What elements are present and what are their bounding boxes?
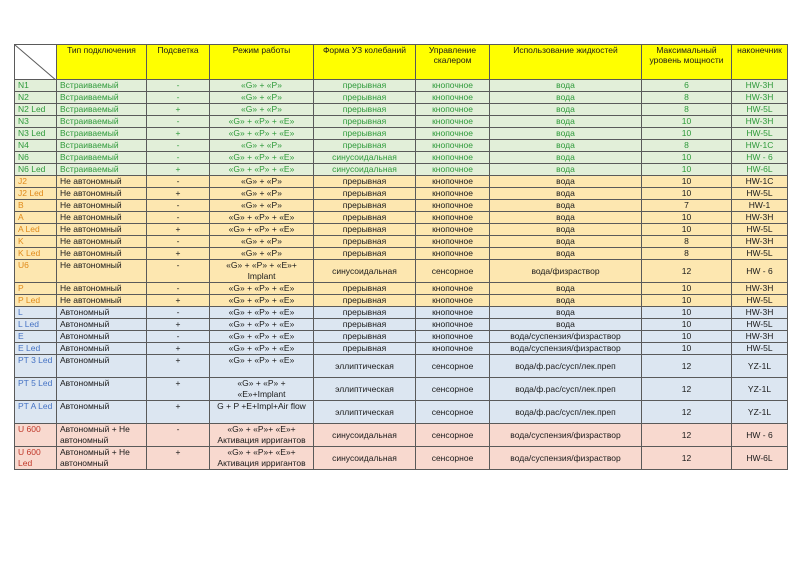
header-liquids: Использование жидкостей — [490, 45, 642, 80]
cell-model-name: J2 Led — [15, 188, 57, 200]
cell-max-power: 12 — [642, 355, 732, 378]
cell-backlight: - — [147, 140, 210, 152]
cell-model-name: N4 — [15, 140, 57, 152]
cell-connection-type: Встраиваемый — [57, 104, 147, 116]
cell-backlight: - — [147, 176, 210, 188]
cell-max-power: 12 — [642, 447, 732, 470]
cell-scaler-control: кнопочное — [416, 164, 490, 176]
cell-tip: HW-5L — [732, 248, 788, 260]
cell-max-power: 8 — [642, 104, 732, 116]
cell-backlight: + — [147, 295, 210, 307]
cell-mode: «G» + «P» — [210, 140, 314, 152]
cell-tip: HW-1C — [732, 176, 788, 188]
cell-max-power: 10 — [642, 116, 732, 128]
cell-tip: HW-3H — [732, 92, 788, 104]
cell-mode: «G» + «P» + «E» — [210, 343, 314, 355]
cell-connection-type: Встраиваемый — [57, 140, 147, 152]
cell-connection-type: Встраиваемый — [57, 128, 147, 140]
cell-scaler-control: кнопочное — [416, 319, 490, 331]
cell-liquids: вода — [490, 164, 642, 176]
cell-connection-type: Не автономный — [57, 176, 147, 188]
cell-mode: «G» + «P» — [210, 200, 314, 212]
cell-backlight: - — [147, 152, 210, 164]
cell-wave-shape: прерывная — [314, 343, 416, 355]
table-row — [15, 188, 788, 200]
cell-mode: «G» + «P» + «E» — [210, 307, 314, 319]
cell-liquids: вода — [490, 295, 642, 307]
table-row — [15, 355, 788, 378]
cell-connection-type: Не автономный — [57, 212, 147, 224]
cell-backlight: + — [147, 378, 210, 401]
cell-connection-type: Не автономный — [57, 236, 147, 248]
table-row — [15, 295, 788, 307]
table-row — [15, 307, 788, 319]
cell-tip: HW-6L — [732, 447, 788, 470]
cell-model-name: N3 — [15, 116, 57, 128]
header-mode: Режим работы — [210, 45, 314, 80]
cell-mode: «G» + «P» + «E» — [210, 283, 314, 295]
cell-mode: «G» + «P» + «E» — [210, 212, 314, 224]
cell-mode: «G» + «P» + «E» — [210, 116, 314, 128]
cell-tip: HW-5L — [732, 128, 788, 140]
cell-connection-type: Не автономный — [57, 295, 147, 307]
cell-backlight: + — [147, 188, 210, 200]
cell-liquids: вода — [490, 248, 642, 260]
cell-wave-shape: синусоидальная — [314, 260, 416, 283]
cell-wave-shape: прерывная — [314, 307, 416, 319]
cell-max-power: 12 — [642, 378, 732, 401]
cell-mode: «G» + «P» + «E» — [210, 295, 314, 307]
cell-wave-shape: прерывная — [314, 140, 416, 152]
cell-liquids: вода/суспензия/физраствор — [490, 343, 642, 355]
table-row — [15, 401, 788, 424]
table-row — [15, 319, 788, 331]
cell-mode: «G» + «P» — [210, 104, 314, 116]
cell-tip: HW-5L — [732, 224, 788, 236]
table-row — [15, 200, 788, 212]
table-row — [15, 164, 788, 176]
cell-tip: HW-3H — [732, 283, 788, 295]
cell-backlight: + — [147, 343, 210, 355]
cell-tip: HW-3H — [732, 116, 788, 128]
cell-connection-type: Автономный — [57, 378, 147, 401]
cell-liquids: вода — [490, 128, 642, 140]
cell-scaler-control: сенсорное — [416, 378, 490, 401]
cell-model-name: A — [15, 212, 57, 224]
cell-liquids: вода — [490, 176, 642, 188]
cell-scaler-control: сенсорное — [416, 447, 490, 470]
cell-model-name: K Led — [15, 248, 57, 260]
cell-scaler-control: кнопочное — [416, 128, 490, 140]
cell-max-power: 10 — [642, 152, 732, 164]
cell-backlight: + — [147, 248, 210, 260]
cell-model-name: U6 — [15, 260, 57, 283]
cell-connection-type: Встраиваемый — [57, 80, 147, 92]
cell-backlight: + — [147, 319, 210, 331]
table-row — [15, 447, 788, 470]
cell-scaler-control: кнопочное — [416, 343, 490, 355]
cell-tip: HW-3H — [732, 80, 788, 92]
cell-max-power: 8 — [642, 92, 732, 104]
cell-scaler-control: сенсорное — [416, 355, 490, 378]
header-backlight: Подсветка — [147, 45, 210, 80]
cell-liquids: вода — [490, 224, 642, 236]
cell-tip: HW-5L — [732, 188, 788, 200]
cell-max-power: 12 — [642, 260, 732, 283]
cell-max-power: 10 — [642, 307, 732, 319]
cell-model-name: U 600 — [15, 424, 57, 447]
cell-max-power: 10 — [642, 164, 732, 176]
cell-wave-shape: синусоидальная — [314, 424, 416, 447]
cell-liquids: вода — [490, 152, 642, 164]
cell-connection-type: Автономный + Не автономный — [57, 447, 147, 470]
cell-liquids: вода — [490, 80, 642, 92]
cell-wave-shape: прерывная — [314, 248, 416, 260]
cell-tip: HW-3H — [732, 331, 788, 343]
cell-wave-shape: прерывная — [314, 128, 416, 140]
cell-connection-type: Не автономный — [57, 260, 147, 283]
cell-connection-type: Встраиваемый — [57, 92, 147, 104]
cell-wave-shape: прерывная — [314, 188, 416, 200]
cell-backlight: - — [147, 236, 210, 248]
cell-max-power: 10 — [642, 331, 732, 343]
cell-backlight: - — [147, 307, 210, 319]
cell-connection-type: Автономный — [57, 401, 147, 424]
cell-mode: «G» + «P» + «E»+ Implant — [210, 260, 314, 283]
cell-connection-type: Автономный — [57, 331, 147, 343]
cell-scaler-control: кнопочное — [416, 224, 490, 236]
cell-connection-type: Встраиваемый — [57, 164, 147, 176]
header-max-power: Максимальный уровень мощности — [642, 45, 732, 80]
cell-max-power: 8 — [642, 236, 732, 248]
cell-wave-shape: прерывная — [314, 104, 416, 116]
cell-wave-shape: эллиптическая — [314, 378, 416, 401]
table-row — [15, 128, 788, 140]
cell-tip: HW-3H — [732, 307, 788, 319]
cell-tip: HW-6L — [732, 164, 788, 176]
cell-mode: «G» + «P» — [210, 188, 314, 200]
cell-tip: YZ-1L — [732, 355, 788, 378]
cell-max-power: 10 — [642, 319, 732, 331]
cell-tip: HW-3H — [732, 236, 788, 248]
table-row — [15, 92, 788, 104]
cell-wave-shape: прерывная — [314, 331, 416, 343]
cell-liquids: вода — [490, 283, 642, 295]
table-row — [15, 283, 788, 295]
cell-model-name: N6 — [15, 152, 57, 164]
cell-mode: «G» + «P» + «E» — [210, 319, 314, 331]
cell-model-name: P Led — [15, 295, 57, 307]
cell-scaler-control: кнопочное — [416, 248, 490, 260]
corner-cell — [15, 45, 57, 80]
table-row — [15, 152, 788, 164]
table-row — [15, 104, 788, 116]
table-row — [15, 331, 788, 343]
table-row — [15, 260, 788, 283]
cell-mode: G + P +E+Impl+Air flow — [210, 401, 314, 424]
cell-connection-type: Не автономный — [57, 224, 147, 236]
cell-liquids: вода — [490, 104, 642, 116]
cell-wave-shape: прерывная — [314, 236, 416, 248]
table-row — [15, 248, 788, 260]
cell-liquids: вода — [490, 116, 642, 128]
header-connection-type: Тип подключения — [57, 45, 147, 80]
cell-max-power: 12 — [642, 401, 732, 424]
cell-tip: HW-1 — [732, 200, 788, 212]
cell-scaler-control: кнопочное — [416, 331, 490, 343]
table-row — [15, 224, 788, 236]
cell-tip: HW-5L — [732, 295, 788, 307]
cell-max-power: 10 — [642, 212, 732, 224]
cell-liquids: вода/суспензия/физраствор — [490, 331, 642, 343]
table-row — [15, 80, 788, 92]
cell-max-power: 10 — [642, 128, 732, 140]
cell-liquids: вода — [490, 200, 642, 212]
cell-scaler-control: кнопочное — [416, 236, 490, 248]
cell-mode: «G» + «P» + «E» — [210, 331, 314, 343]
header-row — [15, 45, 788, 80]
cell-model-name: K — [15, 236, 57, 248]
cell-tip: HW-3H — [732, 212, 788, 224]
cell-max-power: 10 — [642, 188, 732, 200]
cell-model-name: PT A Led — [15, 401, 57, 424]
cell-scaler-control: кнопочное — [416, 307, 490, 319]
cell-mode: «G» + «P» — [210, 92, 314, 104]
cell-backlight: - — [147, 283, 210, 295]
cell-max-power: 10 — [642, 224, 732, 236]
table-row — [15, 236, 788, 248]
cell-scaler-control: кнопочное — [416, 92, 490, 104]
cell-backlight: + — [147, 447, 210, 470]
cell-scaler-control: кнопочное — [416, 188, 490, 200]
cell-liquids: вода/физраствор — [490, 260, 642, 283]
cell-tip: YZ-1L — [732, 378, 788, 401]
cell-liquids: вода — [490, 307, 642, 319]
cell-wave-shape: эллиптическая — [314, 355, 416, 378]
cell-model-name: N3 Led — [15, 128, 57, 140]
cell-mode: «G» + «P» + «E» — [210, 152, 314, 164]
cell-mode: «G» + «P» + «E» — [210, 355, 314, 378]
cell-mode: «G» + «P» + «E» — [210, 128, 314, 140]
cell-mode: «G» + «P» + «E» — [210, 224, 314, 236]
cell-backlight: - — [147, 200, 210, 212]
cell-mode: «G» + «P» — [210, 80, 314, 92]
cell-liquids: вода — [490, 212, 642, 224]
cell-wave-shape: синусоидальная — [314, 164, 416, 176]
cell-liquids: вода — [490, 92, 642, 104]
cell-model-name: E — [15, 331, 57, 343]
cell-model-name: U 600 Led — [15, 447, 57, 470]
header-scaler-control: Управление скалером — [416, 45, 490, 80]
cell-scaler-control: сенсорное — [416, 401, 490, 424]
cell-wave-shape: прерывная — [314, 212, 416, 224]
cell-wave-shape: прерывная — [314, 92, 416, 104]
cell-wave-shape: прерывная — [314, 295, 416, 307]
cell-max-power: 10 — [642, 343, 732, 355]
cell-connection-type: Не автономный — [57, 200, 147, 212]
cell-connection-type: Не автономный — [57, 188, 147, 200]
cell-scaler-control: кнопочное — [416, 295, 490, 307]
cell-scaler-control: кнопочное — [416, 283, 490, 295]
cell-mode: «G» + «P» — [210, 248, 314, 260]
cell-max-power: 6 — [642, 80, 732, 92]
cell-liquids: вода — [490, 140, 642, 152]
cell-max-power: 8 — [642, 140, 732, 152]
cell-tip: HW-1C — [732, 140, 788, 152]
cell-mode: «G» + «P»+ «E»+ Активация ирригантов — [210, 447, 314, 470]
cell-liquids: вода/ф.рас/сусп/лек.преп — [490, 401, 642, 424]
cell-backlight: - — [147, 80, 210, 92]
cell-backlight: - — [147, 331, 210, 343]
cell-backlight: + — [147, 128, 210, 140]
cell-max-power: 10 — [642, 283, 732, 295]
cell-model-name: N2 — [15, 92, 57, 104]
cell-scaler-control: кнопочное — [416, 176, 490, 188]
table-row — [15, 343, 788, 355]
cell-scaler-control: кнопочное — [416, 140, 490, 152]
cell-backlight: + — [147, 104, 210, 116]
table-row — [15, 140, 788, 152]
cell-scaler-control: сенсорное — [416, 424, 490, 447]
cell-connection-type: Автономный + Не автономный — [57, 424, 147, 447]
cell-tip: YZ-1L — [732, 401, 788, 424]
cell-liquids: вода — [490, 319, 642, 331]
cell-scaler-control: кнопочное — [416, 80, 490, 92]
cell-wave-shape: синусоидальная — [314, 447, 416, 470]
cell-connection-type: Встраиваемый — [57, 116, 147, 128]
cell-liquids: вода/ф.рас/сусп/лек.преп — [490, 378, 642, 401]
table-row — [15, 424, 788, 447]
cell-scaler-control: кнопочное — [416, 104, 490, 116]
cell-backlight: - — [147, 260, 210, 283]
cell-mode: «G» + «P» — [210, 176, 314, 188]
cell-connection-type: Встраиваемый — [57, 152, 147, 164]
cell-mode: «G» + «P» + «E»+Implant — [210, 378, 314, 401]
cell-wave-shape: прерывная — [314, 224, 416, 236]
cell-tip: HW - 6 — [732, 152, 788, 164]
cell-wave-shape: прерывная — [314, 80, 416, 92]
cell-tip: HW - 6 — [732, 424, 788, 447]
header-tip: наконечник — [732, 45, 788, 80]
cell-model-name: E Led — [15, 343, 57, 355]
cell-model-name: A Led — [15, 224, 57, 236]
cell-liquids: вода/суспензия/физраствор — [490, 424, 642, 447]
cell-backlight: - — [147, 212, 210, 224]
cell-model-name: B — [15, 200, 57, 212]
cell-liquids: вода/суспензия/физраствор — [490, 447, 642, 470]
cell-scaler-control: кнопочное — [416, 152, 490, 164]
cell-max-power: 10 — [642, 295, 732, 307]
cell-tip: HW - 6 — [732, 260, 788, 283]
cell-model-name: N6 Led — [15, 164, 57, 176]
cell-tip: HW-5L — [732, 104, 788, 116]
cell-connection-type: Автономный — [57, 307, 147, 319]
cell-tip: HW-5L — [732, 343, 788, 355]
cell-connection-type: Не автономный — [57, 283, 147, 295]
diagonal-line — [15, 45, 57, 80]
specs-table — [14, 44, 788, 470]
cell-scaler-control: сенсорное — [416, 260, 490, 283]
cell-connection-type: Автономный — [57, 355, 147, 378]
cell-wave-shape: прерывная — [314, 319, 416, 331]
cell-wave-shape: прерывная — [314, 200, 416, 212]
cell-mode: «G» + «P» — [210, 236, 314, 248]
table-row — [15, 378, 788, 401]
cell-scaler-control: кнопочное — [416, 200, 490, 212]
cell-tip: HW-5L — [732, 319, 788, 331]
cell-backlight: - — [147, 424, 210, 447]
cell-scaler-control: кнопочное — [416, 116, 490, 128]
cell-wave-shape: эллиптическая — [314, 401, 416, 424]
cell-model-name: P — [15, 283, 57, 295]
cell-backlight: - — [147, 116, 210, 128]
cell-wave-shape: синусоидальная — [314, 152, 416, 164]
cell-connection-type: Не автономный — [57, 248, 147, 260]
cell-model-name: PT 3 Led — [15, 355, 57, 378]
cell-max-power: 10 — [642, 176, 732, 188]
cell-connection-type: Автономный — [57, 319, 147, 331]
cell-scaler-control: кнопочное — [416, 212, 490, 224]
cell-model-name: J2 — [15, 176, 57, 188]
cell-backlight: + — [147, 164, 210, 176]
cell-mode: «G» + «P»+ «E»+ Активация ирригантов — [210, 424, 314, 447]
table-row — [15, 176, 788, 188]
cell-model-name: PT 5 Led — [15, 378, 57, 401]
cell-liquids: вода — [490, 188, 642, 200]
cell-max-power: 12 — [642, 424, 732, 447]
cell-max-power: 7 — [642, 200, 732, 212]
cell-backlight: + — [147, 224, 210, 236]
cell-model-name: N2 Led — [15, 104, 57, 116]
cell-backlight: - — [147, 92, 210, 104]
cell-liquids: вода/ф.рас/сусп/лек.преп — [490, 355, 642, 378]
cell-wave-shape: прерывная — [314, 116, 416, 128]
cell-wave-shape: прерывная — [314, 176, 416, 188]
header-us-wave-shape: Форма УЗ колебаний — [314, 45, 416, 80]
cell-model-name: N1 — [15, 80, 57, 92]
table-row — [15, 116, 788, 128]
cell-backlight: + — [147, 355, 210, 378]
cell-mode: «G» + «P» + «E» — [210, 164, 314, 176]
cell-model-name: L Led — [15, 319, 57, 331]
cell-max-power: 8 — [642, 248, 732, 260]
cell-model-name: L — [15, 307, 57, 319]
cell-connection-type: Автономный — [57, 343, 147, 355]
cell-wave-shape: прерывная — [314, 283, 416, 295]
cell-liquids: вода — [490, 236, 642, 248]
table-row — [15, 212, 788, 224]
cell-backlight: + — [147, 401, 210, 424]
